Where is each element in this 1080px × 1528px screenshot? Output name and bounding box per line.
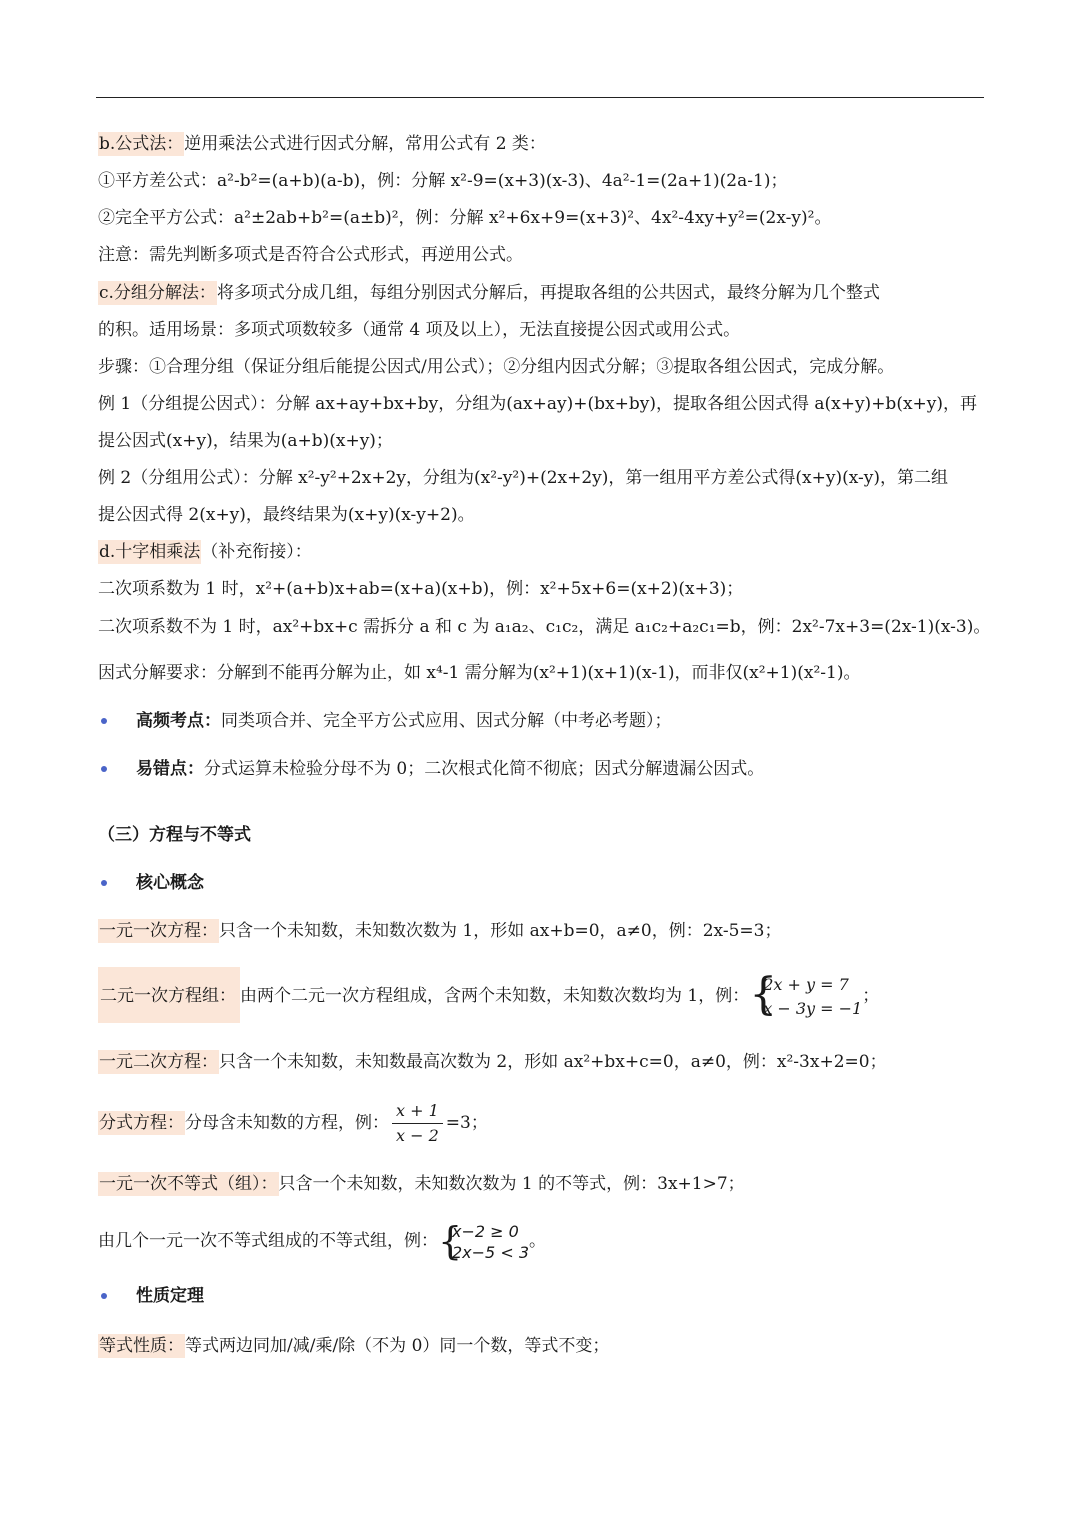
grouping-example2-line: 例 2（分组用公式）：分解 x²-y²+2x+2y，分组为(x²-y²)+(2x+2y)，第一组用平方差公式得(x+y)(x-y)，第二组 — [98, 468, 949, 488]
cross-method-line: d.十字相乘法（补充衔接）： — [99, 542, 312, 562]
common-errors-item: 易错点：分式运算未检验分母不为 0；二次根式化简不彻底；因式分解遗漏公因式。 — [136, 759, 765, 779]
grouping-example1-result: 提公因式(x+y)，结果为(a+b)(x+y)； — [98, 431, 393, 451]
fraction: $\frac{x + 1}{x - 2}$ — [392, 1101, 443, 1146]
linear-equation-label: 一元一次方程： — [99, 921, 218, 941]
cross-method-case1: 二次项系数为 1 时，x²+(a+b)x+ab=(x+a)(x+b)，例：x²+5x+6=(x+2)(x+3)； — [98, 579, 744, 599]
bullet-dot — [101, 718, 107, 724]
factorization-requirement: 因式分解要求：分解到不能再分解为止，如 x⁴-1 需分解为(x²+1)(x+1)(x-1)，而非仅(x²+1)(x²-1)。 — [98, 663, 861, 683]
core-concepts-heading: 核心概念 — [136, 873, 204, 893]
hot-points-item: 高频考点：同类项合并、完全平方公式应用、因式分解（中考必考题）； — [136, 711, 672, 731]
linear-system-def: 二元一次方程组： 由两个二元一次方程组成，含两个未知数，未知数次数均为 1，例： { 2x + y = 7 x − 3y = −1 ； — [98, 967, 879, 1025]
grouping-method-line: c.分组分解法：将多项式分成几组，每组分别因式分解后，再提取各组的公共因式，最终分解为几个整式 — [99, 283, 880, 303]
perfect-square-line: ②完全平方公式：a²±2ab+b²=(a±b)²，例：分解 x²+6x+9=(x+3)²、4x²-4xy+y²=(2x-y)²。 — [98, 208, 832, 228]
brace-icon: { — [438, 1218, 463, 1263]
grouping-example1-line: 例 1（分组提公因式）：分解 ax+ay+bx+by，分组为(ax+ay)+(bx+by)，提取各组公因式得 a(x+y)+b(x+y)，再 — [98, 394, 978, 414]
linear-system-label: 二元一次方程组： — [98, 967, 240, 1023]
linear-inequality-def: 一元一次不等式（组）：只含一个未知数，未知数次数为 1 的不等式，例：3x+1>7； — [99, 1174, 745, 1194]
brace-icon: { — [749, 968, 778, 1020]
grouping-steps-line: 步骤：①合理分组（保证分组后能提公因式/用公式）；②分组内因式分解；③提取各组公因式，完成分解。 — [98, 357, 895, 377]
cross-method-label: d.十字相乘法 — [99, 542, 201, 562]
equality-property-def: 等式性质：等式两边同加/减/乘/除（不为 0）同一个数，等式不变； — [99, 1336, 610, 1356]
fractional-equation-def: 分式方程：分母含未知数的方程，例： $\frac{x + 1}{x - 2}$ =3； — [99, 1101, 488, 1145]
bullet-dot — [101, 1293, 107, 1299]
bullet-dot — [101, 880, 107, 886]
grouping-example2-result: 提公因式得 2(x+y)，最终结果为(x+y)(x-y+2)。 — [98, 505, 475, 525]
linear-system-equations: { 2x + y = 7 x − 3y = −1 — [749, 968, 863, 1020]
difference-of-squares-line: ①平方差公式：a²-b²=(a+b)(a-b)，例：分解 x²-9=(x+3)(x-3)、4a²-1=(2a+1)(2a-1)； — [98, 171, 788, 191]
properties-heading: 性质定理 — [136, 1286, 204, 1306]
header-rule — [96, 97, 984, 98]
bullet-dot — [101, 766, 107, 772]
equality-property-label: 等式性质： — [99, 1336, 184, 1356]
section-title: （三）方程与不等式 — [98, 825, 251, 845]
cross-method-case2: 二次项系数不为 1 时，ax²+bx+c 需拆分 a 和 c 为 a₁a₂、c₁c₂，满足 a₁c₂+a₂c₁=b，例：2x²-7x+3=(2x-1)(x-3)。 — [98, 617, 991, 637]
quadratic-equation-label: 一元二次方程： — [99, 1052, 218, 1072]
inequality-system: { x−2 ≥ 0 2x−5 < 3 — [438, 1218, 529, 1263]
note-line: 注意：需先判断多项式是否符合公式形式，再逆用公式。 — [98, 245, 523, 265]
linear-equation-def: 一元一次方程：只含一个未知数，未知数次数为 1，形如 ax+b=0，a≠0，例：2x-5=3； — [99, 921, 782, 941]
fractional-equation-label: 分式方程： — [99, 1113, 184, 1133]
quadratic-equation-def: 一元二次方程：只含一个未知数，未知数最高次数为 2，形如 ax²+bx+c=0，a≠0，例：x²-3x+2=0； — [99, 1052, 887, 1072]
grouping-scope-line: 的积。适用场景：多项式项数较多（通常 4 项及以上），无法直接提公因式或用公式。 — [98, 320, 741, 340]
inequality-system-def: 由几个一元一次不等式组成的不等式组，例： { x−2 ≥ 0 2x−5 < 3 。 — [98, 1218, 546, 1263]
formula-method-line: b.公式法：逆用乘法公式进行因式分解，常用公式有 2 类： — [99, 134, 546, 154]
formula-method-label: b.公式法： — [99, 134, 184, 154]
linear-inequality-label: 一元一次不等式（组）： — [99, 1174, 278, 1194]
hot-points-label: 高频考点： — [136, 711, 221, 731]
common-errors-label: 易错点： — [136, 759, 204, 779]
grouping-method-label: c.分组分解法： — [99, 283, 216, 303]
